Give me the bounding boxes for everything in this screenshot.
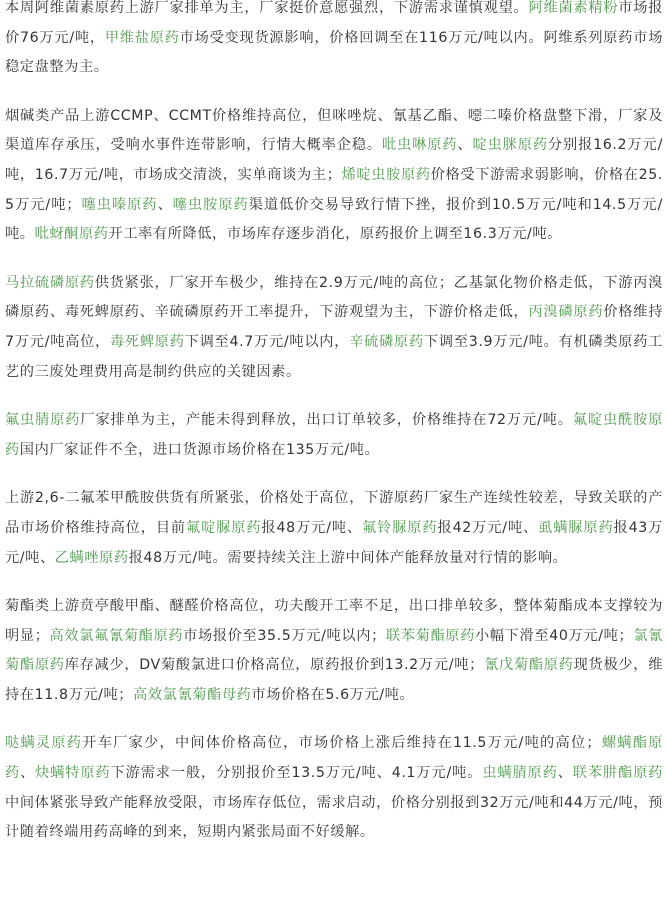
paragraph-text: 开车厂家少，中间体价格高位，市场价格上涨后维持在11.5万元/吨的高位； bbox=[82, 735, 602, 752]
product-name-highlight: 噻虫嗪原药 bbox=[81, 196, 158, 213]
paragraph-fipronil bbox=[5, 406, 663, 465]
paragraph-text: 中间体紧张导致产能释放受限，市场库存低位，需求启动，价格分别报到32万元/吨和44万元/吨，预计随着终端用药高峰的到来，短期内紧张局面不好缓解。 bbox=[5, 794, 663, 841]
product-name-highlight: 螺螨酯原药 bbox=[5, 735, 663, 782]
paragraph-text: 上游2,6-二氟苯甲酰胺供货有所紧张，价格处于高位，下游原药厂家生产连续性较差，导致关联的产品市场价格维持高位，目前 bbox=[5, 490, 663, 536]
product-name-highlight: 氟铃脲原药 bbox=[362, 519, 438, 536]
paragraph-text: 市场受变现货源影响，价格回调至在116万元/吨以内。阿维系列原药市场稳定盘整为主。 bbox=[5, 29, 663, 76]
product-name-highlight: 氟虫腈原药 bbox=[5, 412, 81, 429]
paragraph-text: 价格维持7万元/吨高位， bbox=[5, 304, 663, 350]
product-name-highlight: 虫螨腈原药 bbox=[482, 765, 558, 782]
paragraph-avermectin bbox=[5, 0, 663, 83]
product-name-highlight: 高效氯氟氰菊酯原药 bbox=[49, 627, 184, 644]
paragraph-text: 厂家排单为主，产能未得到释放，出口订单较多，价格维持在72万元/吨。 bbox=[80, 412, 573, 429]
product-name-highlight: 炔螨特原药 bbox=[35, 765, 111, 782]
paragraph-text: 菊酯类上游贲亭酸甲酯、醚醛价格高位，功夫酸开工率不足，出口排单较多，整体菊酯成本支撑较为明显； bbox=[5, 598, 663, 644]
product-name-highlight: 联苯肼酯原药 bbox=[572, 765, 663, 782]
product-name-highlight: 吡蚜酮原药 bbox=[34, 226, 109, 243]
paragraph-text: 库存减少，DV菊酸氯进口价格高位，原药报价到13.2万元/吨； bbox=[64, 657, 484, 674]
product-name-highlight: 阿维菌素精粉 bbox=[528, 0, 619, 16]
product-name-highlight: 氟啶脲原药 bbox=[186, 519, 262, 536]
product-name-highlight: 氟啶虫酰胺原药 bbox=[5, 412, 663, 458]
product-name-highlight: 噻虫胺原药 bbox=[172, 196, 249, 213]
paragraph-text: 烟碱类产品上游CCMP、CCMT价格维持高位，但咪唑烷、氰基乙酯、噁二嗪价格盘整下滑，厂家及渠道库存承压，受响水事件连带影响，行情大概率企稳。 bbox=[5, 107, 663, 154]
product-name-highlight: 辛硫磷原药 bbox=[349, 333, 424, 350]
product-name-highlight: 吡虫啉原药 bbox=[382, 137, 458, 154]
product-name-highlight: 氰戊菊酯原药 bbox=[483, 657, 574, 674]
paragraph-text: 报42万元/吨、 bbox=[437, 519, 539, 536]
product-name-highlight: 高效氯氰菊酯母药 bbox=[133, 686, 252, 703]
product-name-highlight: 哒螨灵原药 bbox=[5, 735, 83, 752]
paragraph-text: 国内厂家证件不全，进口货源市场价格在135万元/吨。 bbox=[19, 441, 380, 458]
product-name-highlight: 联苯菊酯原药 bbox=[385, 627, 475, 644]
paragraph-text: 价格受下游需求弱影响，价格在25.5万元/吨； bbox=[5, 166, 663, 213]
paragraph-text: 供货紧张，厂家开车极少，维持在2.9万元/吨的高位；乙基氯化物价格走低，下游丙溴磷原药、毒死蜱原药、辛硫磷原药开工率提升，下游观望为主，下游价格走低， bbox=[5, 274, 663, 321]
paragraph-text: 市场价格在5.6万元/吨。 bbox=[251, 686, 415, 703]
paragraph-organophosphorus bbox=[5, 269, 663, 387]
paragraph-nicotinoid bbox=[5, 102, 663, 250]
paragraph-text: 报48万元/吨、 bbox=[261, 519, 363, 536]
paragraph-text: 小幅下滑至40万元/吨； bbox=[474, 627, 634, 644]
product-name-highlight: 乙螨唑原药 bbox=[54, 549, 129, 566]
paragraph-text: 、 bbox=[20, 765, 36, 782]
paragraph-text: 下调至3.9万元/吨。有机磷类原药工艺的三废处理费用高是制约供应的关键因素。 bbox=[5, 333, 663, 380]
paragraph-acaricide bbox=[5, 729, 663, 847]
paragraph-text: 现货极少，维持在11.8万元/吨； bbox=[5, 657, 663, 703]
paragraph-text: 下游需求一般，分别报价至13.5万元/吨、4.1万元/吨。 bbox=[110, 765, 483, 782]
paragraph-text: 报43万元/吨、 bbox=[5, 519, 663, 566]
product-name-highlight: 啶虫脒原药 bbox=[472, 137, 548, 154]
paragraph-text: 开工率有所降低，市场库存逐步消化，原药报价上调至16.3万元/吨。 bbox=[108, 226, 562, 243]
product-name-highlight: 丙溴磷原药 bbox=[528, 304, 604, 321]
paragraph-text: 市场报价76万元/吨， bbox=[5, 0, 663, 46]
product-name-highlight: 氯氰菊酯原药 bbox=[5, 627, 663, 674]
paragraph-text: 报48万元/吨。需要持续关注上游中间体产能释放量对行情的影响。 bbox=[128, 549, 568, 566]
paragraph-benzoylurea bbox=[5, 484, 663, 573]
paragraph-text: 、 bbox=[557, 765, 573, 782]
product-name-highlight: 烯啶虫胺原药 bbox=[341, 166, 431, 183]
product-name-highlight: 毒死蜱原药 bbox=[109, 333, 185, 350]
paragraph-text: 、 bbox=[157, 196, 173, 213]
product-name-highlight: 马拉硫磷原药 bbox=[5, 274, 95, 291]
paragraph-pyrethroid bbox=[5, 592, 663, 710]
paragraph-text: 分别报16.2万元/吨，16.7万元/吨，市场成交清淡，实单商谈为主； bbox=[5, 137, 663, 183]
paragraph-text: 市场报价至35.5万元/吨以内； bbox=[183, 627, 386, 644]
product-name-highlight: 虱螨脲原药 bbox=[538, 519, 614, 536]
paragraph-text: 渠道低价交易导致行情下挫，报价到10.5万元/吨和14.5万元/吨。 bbox=[5, 196, 663, 243]
product-name-highlight: 甲维盐原药 bbox=[104, 29, 180, 46]
paragraph-text: 下调至4.7万元/吨以内， bbox=[184, 333, 350, 350]
paragraph-text: 、 bbox=[457, 137, 473, 154]
paragraph-text: 本周阿维菌素原药上游厂家排单为主，厂家挺价意愿强烈，下游需求谨慎观望。 bbox=[5, 0, 529, 16]
